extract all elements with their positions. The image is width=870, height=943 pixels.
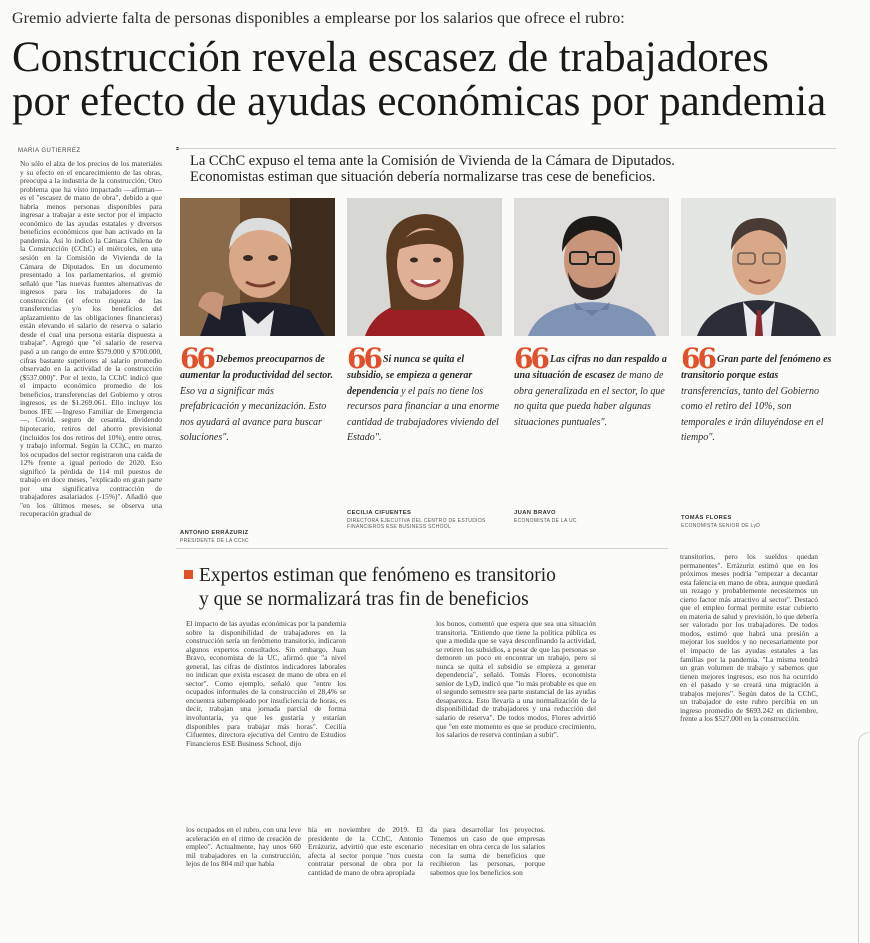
- subheading-line-2: y que se normalizará tras fin de beneficios: [199, 589, 529, 610]
- quote-rest: y el país no tiene los recursos para financiar a una enorme cantidad de trabajadores viviendo del Estado".: [347, 385, 500, 444]
- subheading: [199, 564, 669, 612]
- quote-author-name: CECILIA CIFUENTES: [347, 510, 412, 516]
- quote-mark-icon: 66: [681, 342, 714, 375]
- quote-lead: Si nunca se quita el subsidio, se empieza a generar dependencia: [347, 354, 473, 397]
- quote-author-role: ECONOMISTA SENIOR DE LyD: [681, 523, 761, 529]
- quote-author-name: ANTONIO ERRÁZURIZ: [180, 530, 249, 536]
- headline-line-2: por efecto de ayudas económicas por pandemia: [12, 78, 827, 125]
- page-edge-divider: [858, 732, 869, 943]
- top-rule: [176, 148, 836, 149]
- photo-juan-bravo: [514, 198, 669, 336]
- quote-errazuriz: [180, 342, 335, 446]
- quote-mark-icon: 66: [347, 342, 380, 375]
- headline-line-1: Construcción revela escasez de trabajadores: [12, 34, 769, 81]
- quote-author-name: TOMÁS FLORES: [681, 515, 732, 521]
- deck-line-1: La CChC expuso el tema ante la Comisión de Vivienda de la Cámara de Diputados.: [190, 153, 675, 169]
- body-column-bottom-2: hía en noviembre de 2019. El presidente de la CChC, Antonio Errázuriz, advirtió que este escenario afecta al sector porque "nos cuesta contratar personal de obra por la cantidad de mano de obra apropiada: [308, 826, 423, 877]
- photo-cecilia-cifuentes: [347, 198, 502, 336]
- kicker: Gremio advierte falta de personas disponibles a emplearse por los salarios que ofrece el rubro:: [12, 10, 625, 27]
- body-column-secondary-1: El impacto de las ayudas económicas por la pandemia sobre la disponibilidad de trabajadores en la construcción sería un fenómeno transitorio, indicaron algunos expertos consultados. Sin embargo, Juan Bravo, economista de la UC, afirmó que "a nivel general, las cifras de distintos indicadores laborales no indican que exista escasez de mano de obra en el sector". Como ejemplo, señaló que "entre los ocupados informales de la construcción el 28,4% se encuentra subempleado por insuficiencia de horas, es decir, trabajan una jornada parcial de forma involuntaria, ya que les gustaría y estarían disponibles para trabajar más horas". Cecilia Cifuentes, directora ejecutiva del Centro de Estudios Financieros ESE Business School, dijo: [186, 620, 346, 748]
- photo-antonio-errazuriz: [180, 198, 335, 336]
- quote-cifuentes: [347, 342, 502, 446]
- body-column-left: No sólo el alza de los precios de los materiales y su efecto en el encarecimiento de las obras, preocupa a la industria de la construcción. Otro problema que ha visto impactado —afirman— es el "escasez de mano de obra", debido a que habría menos personas disponibles para ingresar a trabajar a este sector por el impacto económico de las ayudas estatales y diversos beneficios económicos que han activado en la pandemia. Así lo indicó la Cámara Chilena de la Construcción (CChC) el miércoles, en una sesión en la Comisión de Vivienda de la Cámara de Diputados. En un documento presentado a los parlamentarios, el gremio señaló que "las nuevas fuentes alternativas de ingresos para los trabajadores de la construcción (el efecto riqueza de las transferencias y/o los beneficios del aplazamiento de las obligaciones financieras) están elevando el salario de reserva o salario desde el cual una persona estaría dispuesta a trabajar". Agregó que "el salario de reserva pasó a un rango de entre $579.000 y $700.000, cifras bastante superiores al salario promedio observado en la actividad de la construcción ($537.000)". Por el texto, la CChC indicó que el impacto económico promedio de los beneficios, transferencias del Gobierno y otros ingresos, es de $1.269.061. Ello incluye los bonos IFE —Ingreso Familiar de Emergencia—, Covid, seguro de cesantía, dividendo hipotecario, retiros del ahorro previsional (incluidos los dos retiros del 10%), entre otros, y trabajo informal. Según la CChC, en marzo los ocupados del sector registraron una caída de 12% frente a igual periodo de 2020. Eso significó la pérdida de 114 mil puestos de trabajo en doce meses, "explicado en gran parte por una significativa contracción de trabajadores asalariados (-15%)". Añadió que "en los últimos meses, se observa una recuperación gradual de: [20, 160, 162, 519]
- quote-rest: Eso va a significar más prefabricación y mecanización. Esto nos ayudará al avance para buscar soluciones".: [180, 385, 327, 444]
- deck-line-2: Economistas estiman que situación debería normalizarse tras cese de beneficios.: [190, 169, 656, 185]
- quote-author-role: ECONOMISTA DE LA UC: [514, 518, 577, 524]
- body-column-bottom-3: da para desarrollar los proyectos. Tenemos un caso de que empresas necesitan en obra cerca de los salarios con la suma de beneficios que recibieron las personas, porque sabemos que los beneficios son: [430, 826, 545, 877]
- headline: [12, 36, 862, 124]
- quote-lead: Las cifras no dan respaldo a una situación de escasez: [514, 354, 667, 381]
- body-column-secondary-2: los bonos, comentó que espera que sea una situación transitoria. "Entiendo que tiene la política pública es que a medida que se vaya desconfinando la actividad, se retiren los subsidios, a pesar de que las personas se demoren un poco en encontrar un trabajo, pero si nunca se quita el subsidio se empieza a generar dependencia", señaló. Tomás Flores, economista senior de LyD, indicó que "lo más probable es que en el segundo semestre sea parte sustancial de las ayudas desaparezca. Esto llevaría a una normalización de la disponibilidad de trabajadores y una reducción del salario de reserva". De todos modos, Flores advirtió que "en este momento es que se produce crecimiento, los salarios de reserva continúan a subir".: [436, 620, 596, 740]
- body-column-bottom-1: los ocupados en el rubro, con una leve aceleración en el ritmo de creación de empleo". Actualmente, hay unos 660 mil trabajadores en la construcción, lejos de los 804 mil que había: [186, 826, 301, 869]
- byline: MARIA GUTIERREZ: [18, 148, 81, 154]
- quote-mark-icon: 66: [180, 342, 213, 375]
- subheading-line-1: Expertos estiman que fenómeno es transitorio: [199, 565, 556, 586]
- deck: [190, 153, 830, 185]
- subheading-bullet: [184, 570, 193, 579]
- quote-rest: transferencias, tanto del Gobierno como el retiro del 10%, son temporales e irán diluyéndose en el tiempo".: [681, 385, 824, 444]
- body-column-right: transitorios, pero los sueldos quedan permanentes". Errázuriz estimó que en los próximos meses podría "empezar a decantar esta falencia en mano de obra, aunque quedará un rezago y probablemente necesitemos un cierto factor más atractivo al sector". Destacó que el empleo formal permite estar cubierto en materia de salud y previsión, lo que debería ser valorado por los trabajadores. De todos modos, estimó que habrá una presión a mejorar los sueldos y no necesariamente por el impacto de las ayudas estatales a las familias por la pandemia. "La misma tendrá un gran volumen de trabajo y sabemos que tienen mejores ingresos, eso nos ha ocurrido en el pasado y se creará una migración a trabajos mejores". Según datos de la CChC, un trabajador de este rubro percibía en un ingreso promedio de $693.242 en diciembre, frente a los $527.000 en la construcción.: [680, 553, 818, 724]
- photo-tomas-flores: [681, 198, 836, 336]
- section-rule: [176, 548, 668, 549]
- quote-lead: Gran parte del fenómeno es transitorio porque estas: [681, 354, 832, 381]
- quote-bravo: [514, 342, 669, 430]
- quote-author-role: PRESIDENTE DE LA CChC: [180, 538, 249, 544]
- quote-lead: Debemos preocuparnos de aumentar la productividad del sector.: [180, 354, 334, 381]
- quote-rest: de mano de obra generalizada en el sector, lo que no quita que pueda haber algunas situaciones puntuales".: [514, 370, 665, 428]
- quote-author-role: DIRECTORA EJECUTIVA DEL CENTRO DE ESTUDIOS FINANCIEROS ESE BUSINESS SCHOOL: [347, 518, 486, 530]
- quote-flores: [681, 342, 836, 446]
- quote-mark-icon: 66: [514, 342, 547, 375]
- quote-author-name: JUAN BRAVO: [514, 510, 556, 516]
